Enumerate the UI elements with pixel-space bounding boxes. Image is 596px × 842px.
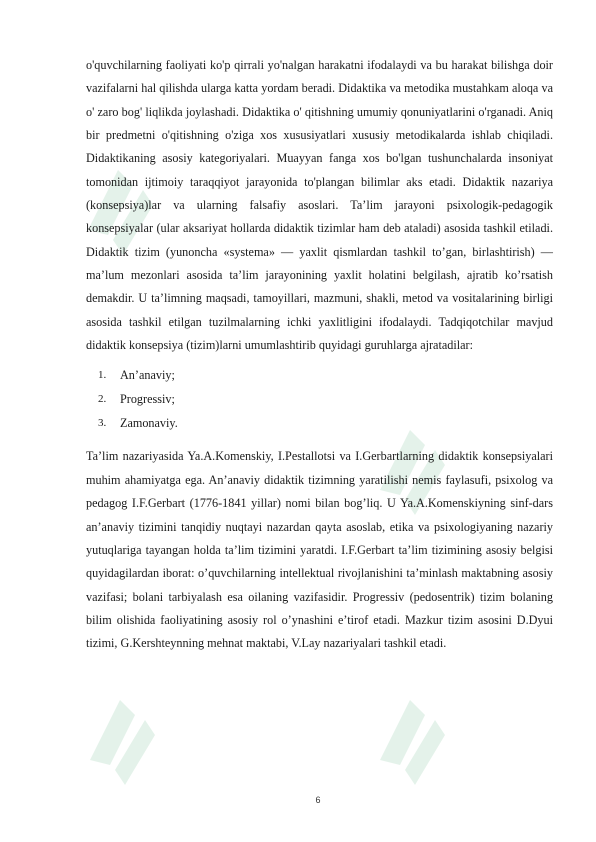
list-item-number: 1. [98,369,107,382]
list-item-text: An’anaviy; [120,368,175,383]
body-text [86,54,553,656]
list-item [98,363,553,387]
watermark-logo-icon [80,680,160,800]
list-item-text: Progressiv; [120,392,175,407]
list-item-number: 2. [98,393,107,406]
list-item [98,411,553,435]
list-item-number: 3. [98,417,107,430]
paragraph: Ta’lim nazariyasida Ya.A.Komenskiy, I.Pestallotsi va I.Gerbartlarning didaktik konsepsiyalari muhim ahamiyatga ega. An’anaviy didaktik tizimning yaratilishi nemis faylasufi, psixolog va pedagog I.F.Gerbart (1776-1841 yillar) nomi bilan bog’liq. U Ya.A.Komenskiyning sinf-dars an’anaviy tizimini tanqidiy nuqtayi nazardan qayta asoslab, etika va psixologiyaning nazariy yutuqlariga tayangan holda ta’lim tizimini yaratdi. I.F.Gerbart ta’lim tizimining asosiy belgisi quyidagilardan iborat: o’quvchilarning intellektual rivojlanishini ta’minlash maktabning asosiy vazifasi; bolani tarbiyalash esa oilaning vazifasidir. Progressiv (pedosentrik) tizim bolaning bilim olishida faoliyatining asosiy rol o’ynashini e’tirof etadi. Mazkur tizim asosini D.Dyui tizimi, G.Kershteynning mehnat maktabi, V.Lay nazariyalari tashkil etadi. [86,449,553,651]
list-item [98,387,553,411]
ordered-list [86,363,553,435]
page-number: 6 [315,795,321,805]
paragraph: o'quvchilarning faoliyati ko'p qirrali yo'nalgan harakatni ifodalaydi va bu harakat bilishga doir vazifalarni hal qilishda ularga katta yordam beradi. Didaktika va metodika mustahkam aloqa va o' zaro bog' liqlikda joylashadi. Didaktika o' qitishning umumiy qonuniyatlarini o'rganadi. Aniq bir predmetni o'qitishning o'ziga xos xususiyatlari xususiy metodikalarda ishlab chiqiladi. Didaktikaning asosiy kategoriyalari. Muayyan fanga xos bo'lgan tushunchalarda insoniyat tomonidan ijtimoiy taraqqiyot jarayonida to'plangan bilimlar aks etadi. Didaktik nazariya (konsepsiya)lar va ularning falsafiy asoslari. Ta’lim jarayoni psixologik-pedagogik konsepsiyalar (ular aksariyat hollarda didaktik tizimlar ham deb ataladi) asosida tashkil etiladi. Didaktik tizim (yunoncha «systema» — yaxlit qismlardan tashkil to’gan, birlashtirish) — ma’lum mezonlari asosida ta’lim jarayonining yaxlit holatini belgilash, ajratib ko’rsatish demakdir. U ta’limning maqsadi, tamoyillari, mazmuni, shakli, metod va vositalarining birligi asosida tashkil etilgan tuzilmalarning ichki yaxlitligini ifodalaydi. Tadqiqotchilar mavjud didaktik konsepsiya (tizim)larni umumlashtirib quyidagi guruhlarga ajratadilar: [86,58,553,353]
watermark-logo-icon [370,680,450,800]
list-item-text: Zamonaviy. [120,416,178,431]
